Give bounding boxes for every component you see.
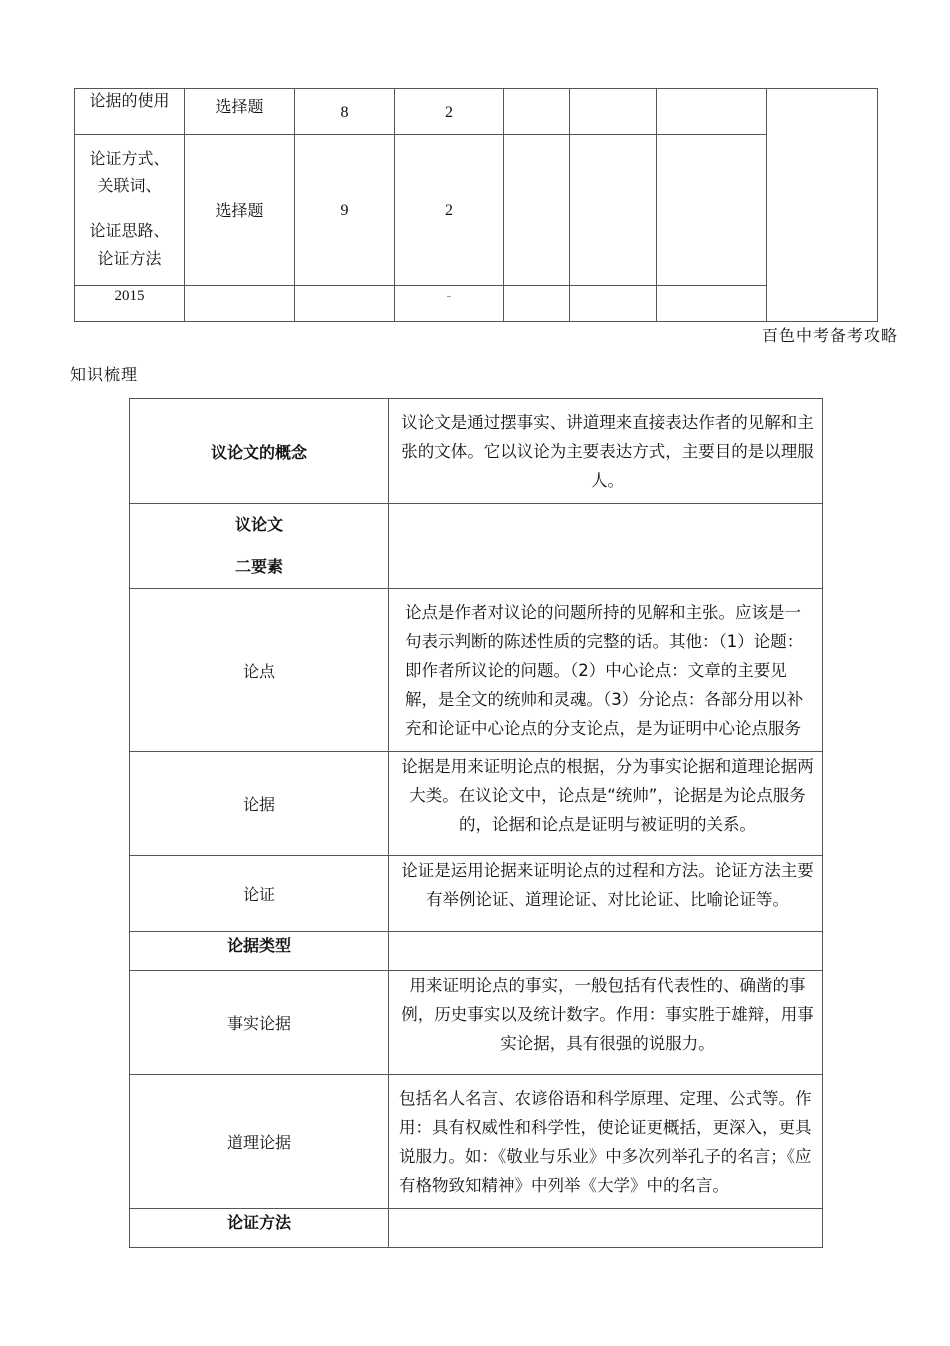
table-row (130, 1209, 823, 1248)
concept-text: 议论文是通过摆事实、讲道理来直接表达作者的见解和主张的文体。它以议论为主要表达方式，主要目的是以理服人。 (401, 412, 814, 490)
table-row (130, 1075, 823, 1209)
table-row (130, 856, 823, 932)
caption: 百色中考备考攻略 (761, 328, 898, 345)
argument-point-label: 论点 (130, 589, 389, 752)
table-row (130, 971, 823, 1075)
topic-cell: 关联词、 (97, 176, 162, 195)
table-row (130, 752, 823, 856)
methods-header: 论证方法 (130, 1209, 389, 1248)
question-number-cell: 9 (340, 202, 349, 219)
table-row (130, 399, 823, 504)
evidence-types-header: 论据类型 (130, 932, 389, 971)
table-row (130, 504, 823, 589)
question-type-cell: 选择题 (215, 201, 264, 220)
fact-evidence-label: 事实论据 (130, 971, 389, 1075)
knowledge-table (129, 398, 823, 1248)
elements-header-line1: 议论文 (234, 515, 283, 534)
reason-evidence-label: 道理论据 (130, 1075, 389, 1209)
year-cell: 2015 (114, 288, 145, 304)
evidence-text: 论据是用来证明论点的根据，分为事实论据和道理论据两大类。在议论文中，论点是“统帅”，论据是为论点服务的，论据和论点是证明与被证明的关系。 (401, 757, 814, 834)
argument-point-text: 论点是作者对议论的问题所持的见解和主张。应该是一句表示判断的陈述性质的完整的话。其他：（1）论题：即作者所议论的问题。（2）中心论点：文章的主要见解，是全文的统帅和灵魂。（3）分论点：各部分用以补充和论证中心论点的分支论点，是为证明中心论点服务 (405, 603, 804, 738)
exam-stats-table (74, 88, 878, 322)
dash-mark: – (446, 291, 452, 302)
evidence-label: 论据 (130, 752, 389, 856)
proof-text: 论证是运用论据来证明论点的过程和方法。论证方法主要有举例论证、道理论证、对比论证、比喻论证等。 (401, 861, 814, 909)
topic-cell: 论证方式、 (89, 149, 170, 168)
topic-cell: 论证方法 (97, 249, 162, 268)
question-type-cell: 选择题 (215, 97, 264, 116)
table-row (130, 932, 823, 971)
question-number-cell: 8 (340, 104, 349, 121)
reason-evidence-text: 包括名人名言、农谚俗语和科学原理、定理、公式等。作用：具有权威性和科学性，使论证更概括，更深入，更具说服力。如：《敬业与乐业》中多次列举孔子的名言；《应有格物致知精神》中列举《大学》中的名言。 (399, 1088, 812, 1195)
topic-cell: 论据的使用 (89, 91, 170, 110)
elements-header-line2: 二要素 (234, 557, 283, 576)
score-cell: 2 (445, 202, 453, 219)
score-cell: 2 (445, 104, 453, 121)
fact-evidence-text: 用来证明论点的事实，一般包括有代表性的、确凿的事例，历史事实以及统计数字。作用：事实胜于雄辩，用事实论据，具有很强的说服力。 (401, 976, 814, 1053)
proof-label: 论证 (130, 856, 389, 932)
concept-label: 议论文的概念 (130, 399, 389, 504)
table-row (130, 589, 823, 752)
section-title: 知识梳理 (70, 367, 139, 384)
topic-cell: 论证思路、 (89, 221, 170, 240)
